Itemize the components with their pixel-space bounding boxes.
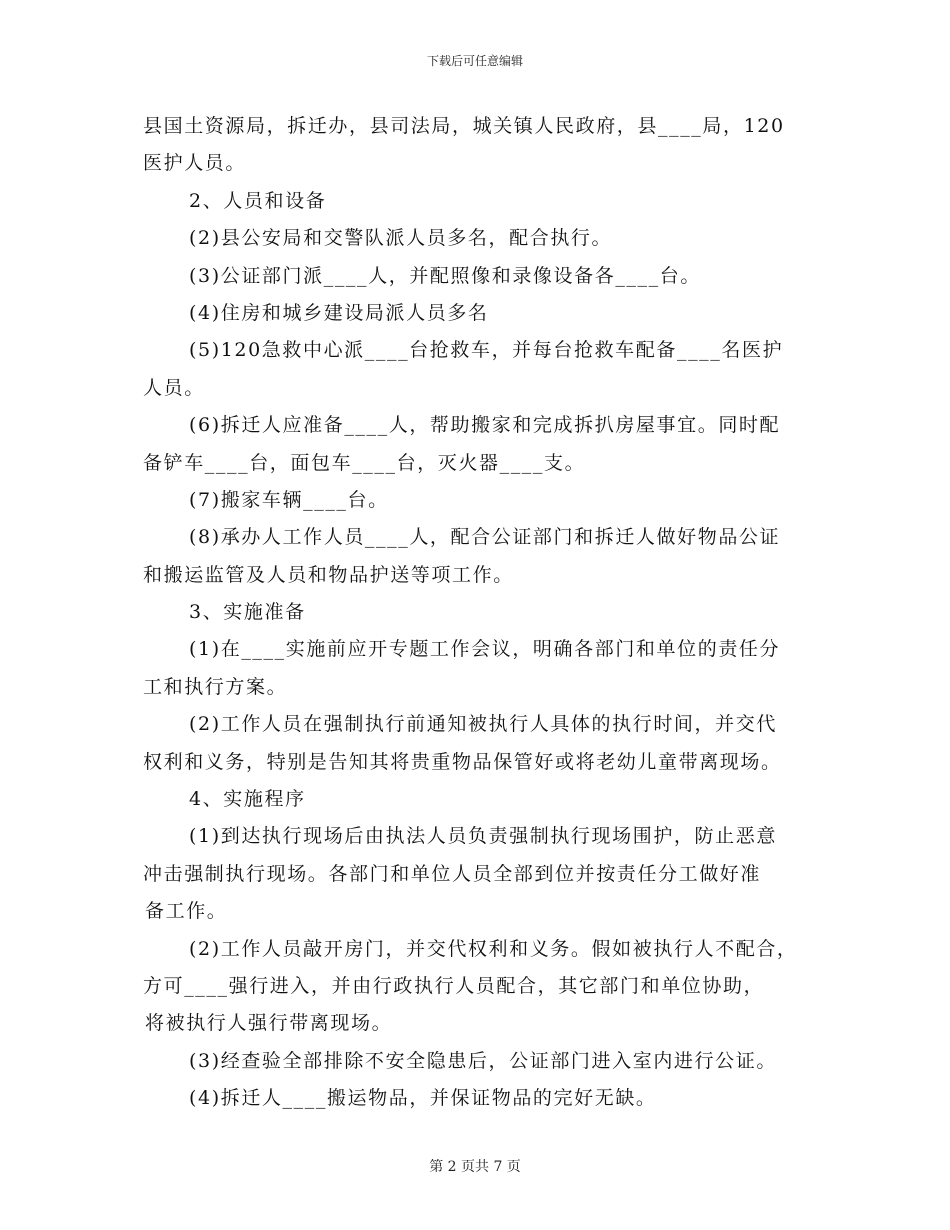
- section-heading: 2、人员和设备: [189, 189, 327, 212]
- paragraph-line: 和搬运监管及人员和物品护送等项工作。: [143, 563, 514, 586]
- section-heading: 4、实施程序: [189, 788, 306, 811]
- list-item: (3)公证部门派____人，并配照像和录像设备各____台。: [189, 264, 701, 287]
- paragraph-line: 医护人员。: [143, 152, 247, 175]
- paragraph-line: 备铲车____台，面包车____台，灭火器____支。: [143, 451, 586, 474]
- page-header: 下载后可任意编辑: [426, 54, 523, 68]
- paragraph-line: 权利和义务，特别是告知其将贵重物品保管好或将老幼儿童带离现场。: [143, 750, 782, 773]
- section-heading: 3、实施准备: [189, 601, 306, 624]
- list-item: (3)经查验全部排除不安全隐患后，公证部门进入室内进行公证。: [189, 1049, 777, 1072]
- document-body: [143, 108, 823, 1118]
- list-item: (1)到达执行现场后由执法人员负责强制执行现场围护，防止恶意: [189, 825, 777, 848]
- list-item: (2)工作人员在强制执行前通知被执行人具体的执行时间，并交代: [189, 713, 777, 736]
- paragraph-line: 冲击强制执行现场。各部门和单位人员全部到位并按责任分工做好准: [143, 862, 762, 885]
- list-item: (2)工作人员敲开房门，并交代权利和义务。假如被执行人不配合，: [189, 937, 798, 960]
- page-footer: 第 2 页共 7 页: [429, 1159, 521, 1175]
- list-item: (7)搬家车辆____台。: [189, 488, 389, 511]
- paragraph-line: 工和执行方案。: [143, 675, 288, 698]
- list-item: (1)在____实施前应开专题工作会议，明确各部门和单位的责任分: [189, 638, 781, 661]
- paragraph-line: 人员。: [143, 376, 205, 399]
- paragraph-line: 方可____强行进入，并由行政执行人员配合，其它部门和单位协助，: [143, 974, 765, 997]
- list-item: (4)拆迁人____搬运物品，并保证物品的完好无缺。: [189, 1087, 657, 1110]
- list-item: (2)县公安局和交警队派人员多名，配合执行。: [189, 227, 613, 250]
- paragraph-line: 县国土资源局，拆迁办，县司法局，城关镇人民政府，县____局，120: [143, 115, 785, 137]
- list-item: (6)拆迁人应准备____人，帮助搬家和完成拆扒房屋事宜。同时配: [189, 414, 781, 437]
- list-item: (8)承办人工作人员____人，配合公证部门和拆迁人做好物品公证: [189, 526, 781, 549]
- list-item: (5)120急救中心派____台抢救车，并每台抢救车配备____名医护: [189, 339, 784, 362]
- list-item: (4)住房和城乡建设局派人员多名: [189, 301, 489, 324]
- paragraph-line: 将被执行人强行带离现场。: [145, 1012, 393, 1035]
- paragraph-line: 备工作。: [145, 900, 228, 923]
